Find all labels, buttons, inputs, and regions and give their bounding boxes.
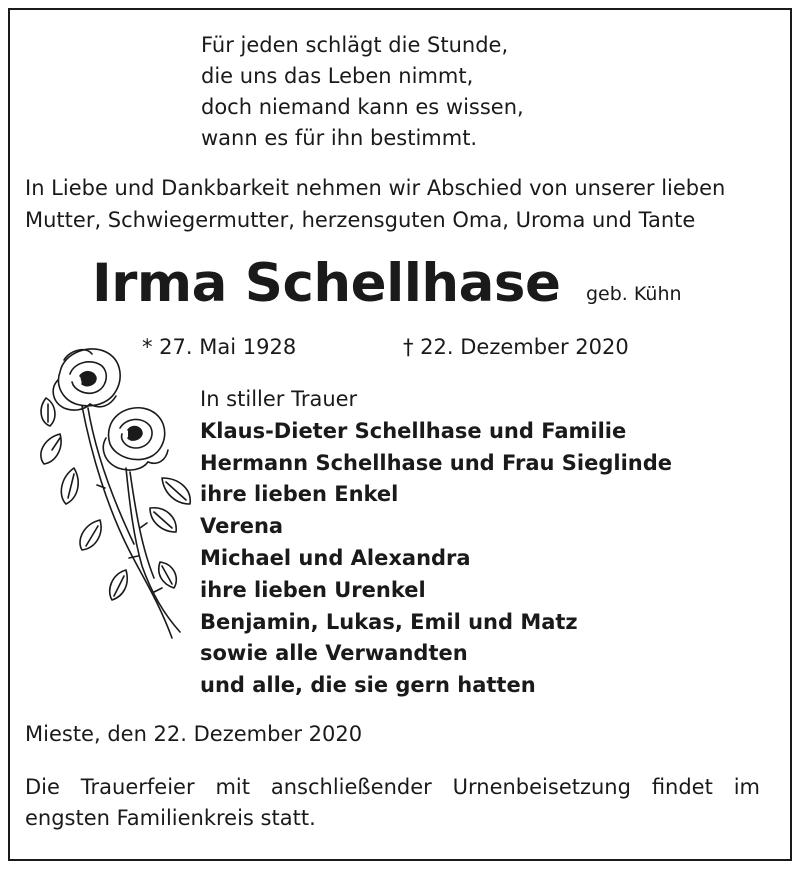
poem-line: doch niemand kann es wissen, xyxy=(201,95,524,119)
poem xyxy=(201,30,524,154)
funeral-note xyxy=(25,772,760,834)
mourner-line: sowie alle Verwandten xyxy=(200,641,468,666)
poem-line: die uns das Leben nimmt, xyxy=(201,64,474,88)
intro-text xyxy=(25,172,765,236)
mourners-list xyxy=(200,384,672,702)
poem-line: Für jeden schlägt die Stunde, xyxy=(201,33,509,57)
mourner-line: ihre lieben Enkel xyxy=(200,482,399,507)
mourner-line: und alle, die sie gern hatten xyxy=(200,673,536,698)
intro-line: In Liebe und Dankbarkeit nehmen wir Abschied von unserer lieben xyxy=(25,176,726,200)
mourners-heading: In stiller Trauer xyxy=(200,387,358,411)
mourner-line: Michael und Alexandra xyxy=(200,545,471,570)
birth-date: * 27. Mai 1928 xyxy=(142,335,297,359)
death-date: † 22. Dezember 2020 xyxy=(403,335,629,359)
intro-line: Mutter, Schwiegermutter, herzensguten Oma, Uroma und Tante xyxy=(25,208,696,232)
mourner-line: ihre lieben Urenkel xyxy=(200,577,426,602)
deceased-name: Irma Schellhase xyxy=(92,253,561,314)
note-line: engsten Familienkreis statt. xyxy=(25,806,316,830)
place-date: Mieste, den 22. Dezember 2020 xyxy=(25,722,363,746)
poem-line: wann es für ihn bestimmt. xyxy=(201,126,478,150)
mourner-line: Klaus-Dieter Schellhase und Familie xyxy=(200,418,627,443)
maiden-name: geb. Kühn xyxy=(586,283,682,305)
note-line: Die Trauerfeier mit anschließender Urnenbeisetzung findet im xyxy=(25,775,760,799)
roses-icon xyxy=(30,338,200,650)
mourner-line: Hermann Schellhase und Frau Sieglinde xyxy=(200,450,673,475)
mourner-line: Verena xyxy=(200,514,284,539)
mourner-line: Benjamin, Lukas, Emil und Matz xyxy=(200,609,578,634)
